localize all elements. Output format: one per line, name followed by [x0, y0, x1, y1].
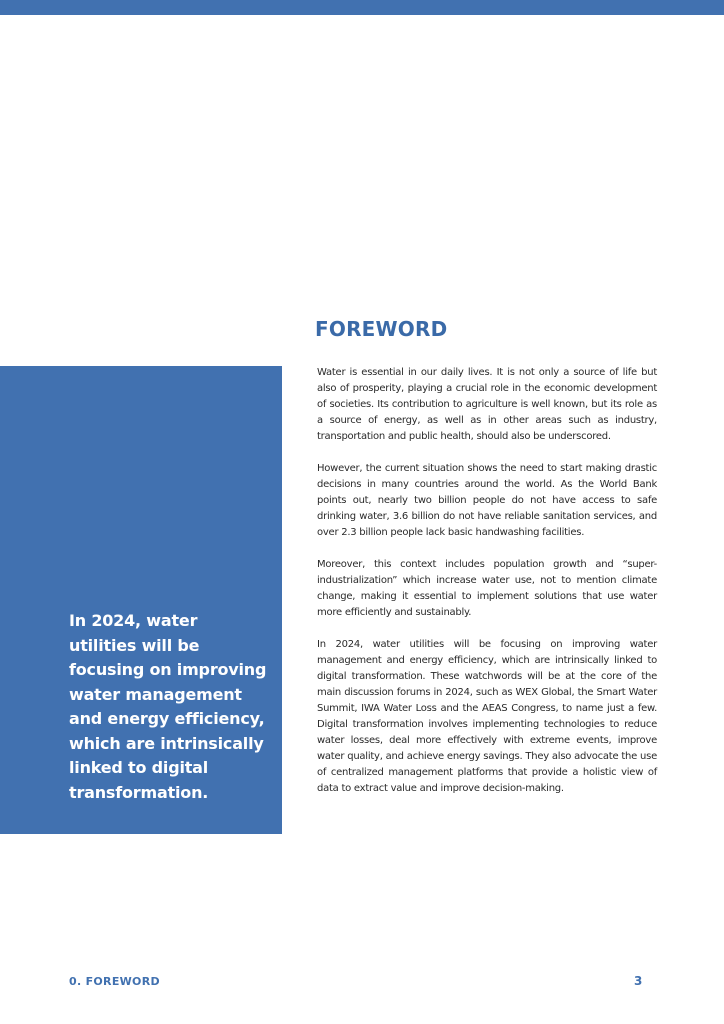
- paragraph: Moreover, this context includes population growth and “super-industrialization” which increase water use, not to mention climate change, making it essential to implement solutions that use water more efficiently and sustainably.: [317, 559, 657, 618]
- paragraph: Water is essential in our daily lives. It is not only a source of life but also of prosperity, playing a crucial role in the economic development of societies. Its contribution to agriculture is well known, but its role as a source of energy, as well as in other areas such as industry, transportation and public health, should also be underscored.: [317, 367, 657, 442]
- page-number: 3: [634, 974, 643, 988]
- top-accent-bar: [0, 0, 724, 15]
- body-text: [317, 365, 657, 813]
- paragraph: However, the current situation shows the need to start making drastic decisions in many countries around the world. As the World Bank points out, nearly two billion people do not have access to safe drinking water, 3.6 billion do not have reliable sanitation services, and over 2.3 billion people lack basic handwashing facilities.: [317, 463, 657, 538]
- footer-section-label: [69, 974, 160, 990]
- paragraph: In 2024, water utilities will be focusing on improving water management and energy efficiency, which are intrinsically linked to digital transformation. These watchwords will be at the core of the main discussion forums in 2024, such as WEX Global, the Smart Water Summit, IWA Water Loss and the AEAS Congress, to name just a few. Digital transformation involves implementing technologies to reduce water losses, deal more effectively with extreme events, improve water quality, and achieve energy savings. They also advocate the use of centralized management platforms that provide a holistic view of data to extract value and improve decision-making.: [317, 639, 657, 794]
- page-title: FOREWORD: [315, 317, 448, 341]
- footer-section-number: 0.: [69, 975, 82, 988]
- footer-section-name: FOREWORD: [85, 975, 160, 988]
- pull-quote-text: In 2024, water utilities will be focusing on improving water management and energy efficiency, which are intrinsically linked to digital transformation.: [69, 611, 267, 802]
